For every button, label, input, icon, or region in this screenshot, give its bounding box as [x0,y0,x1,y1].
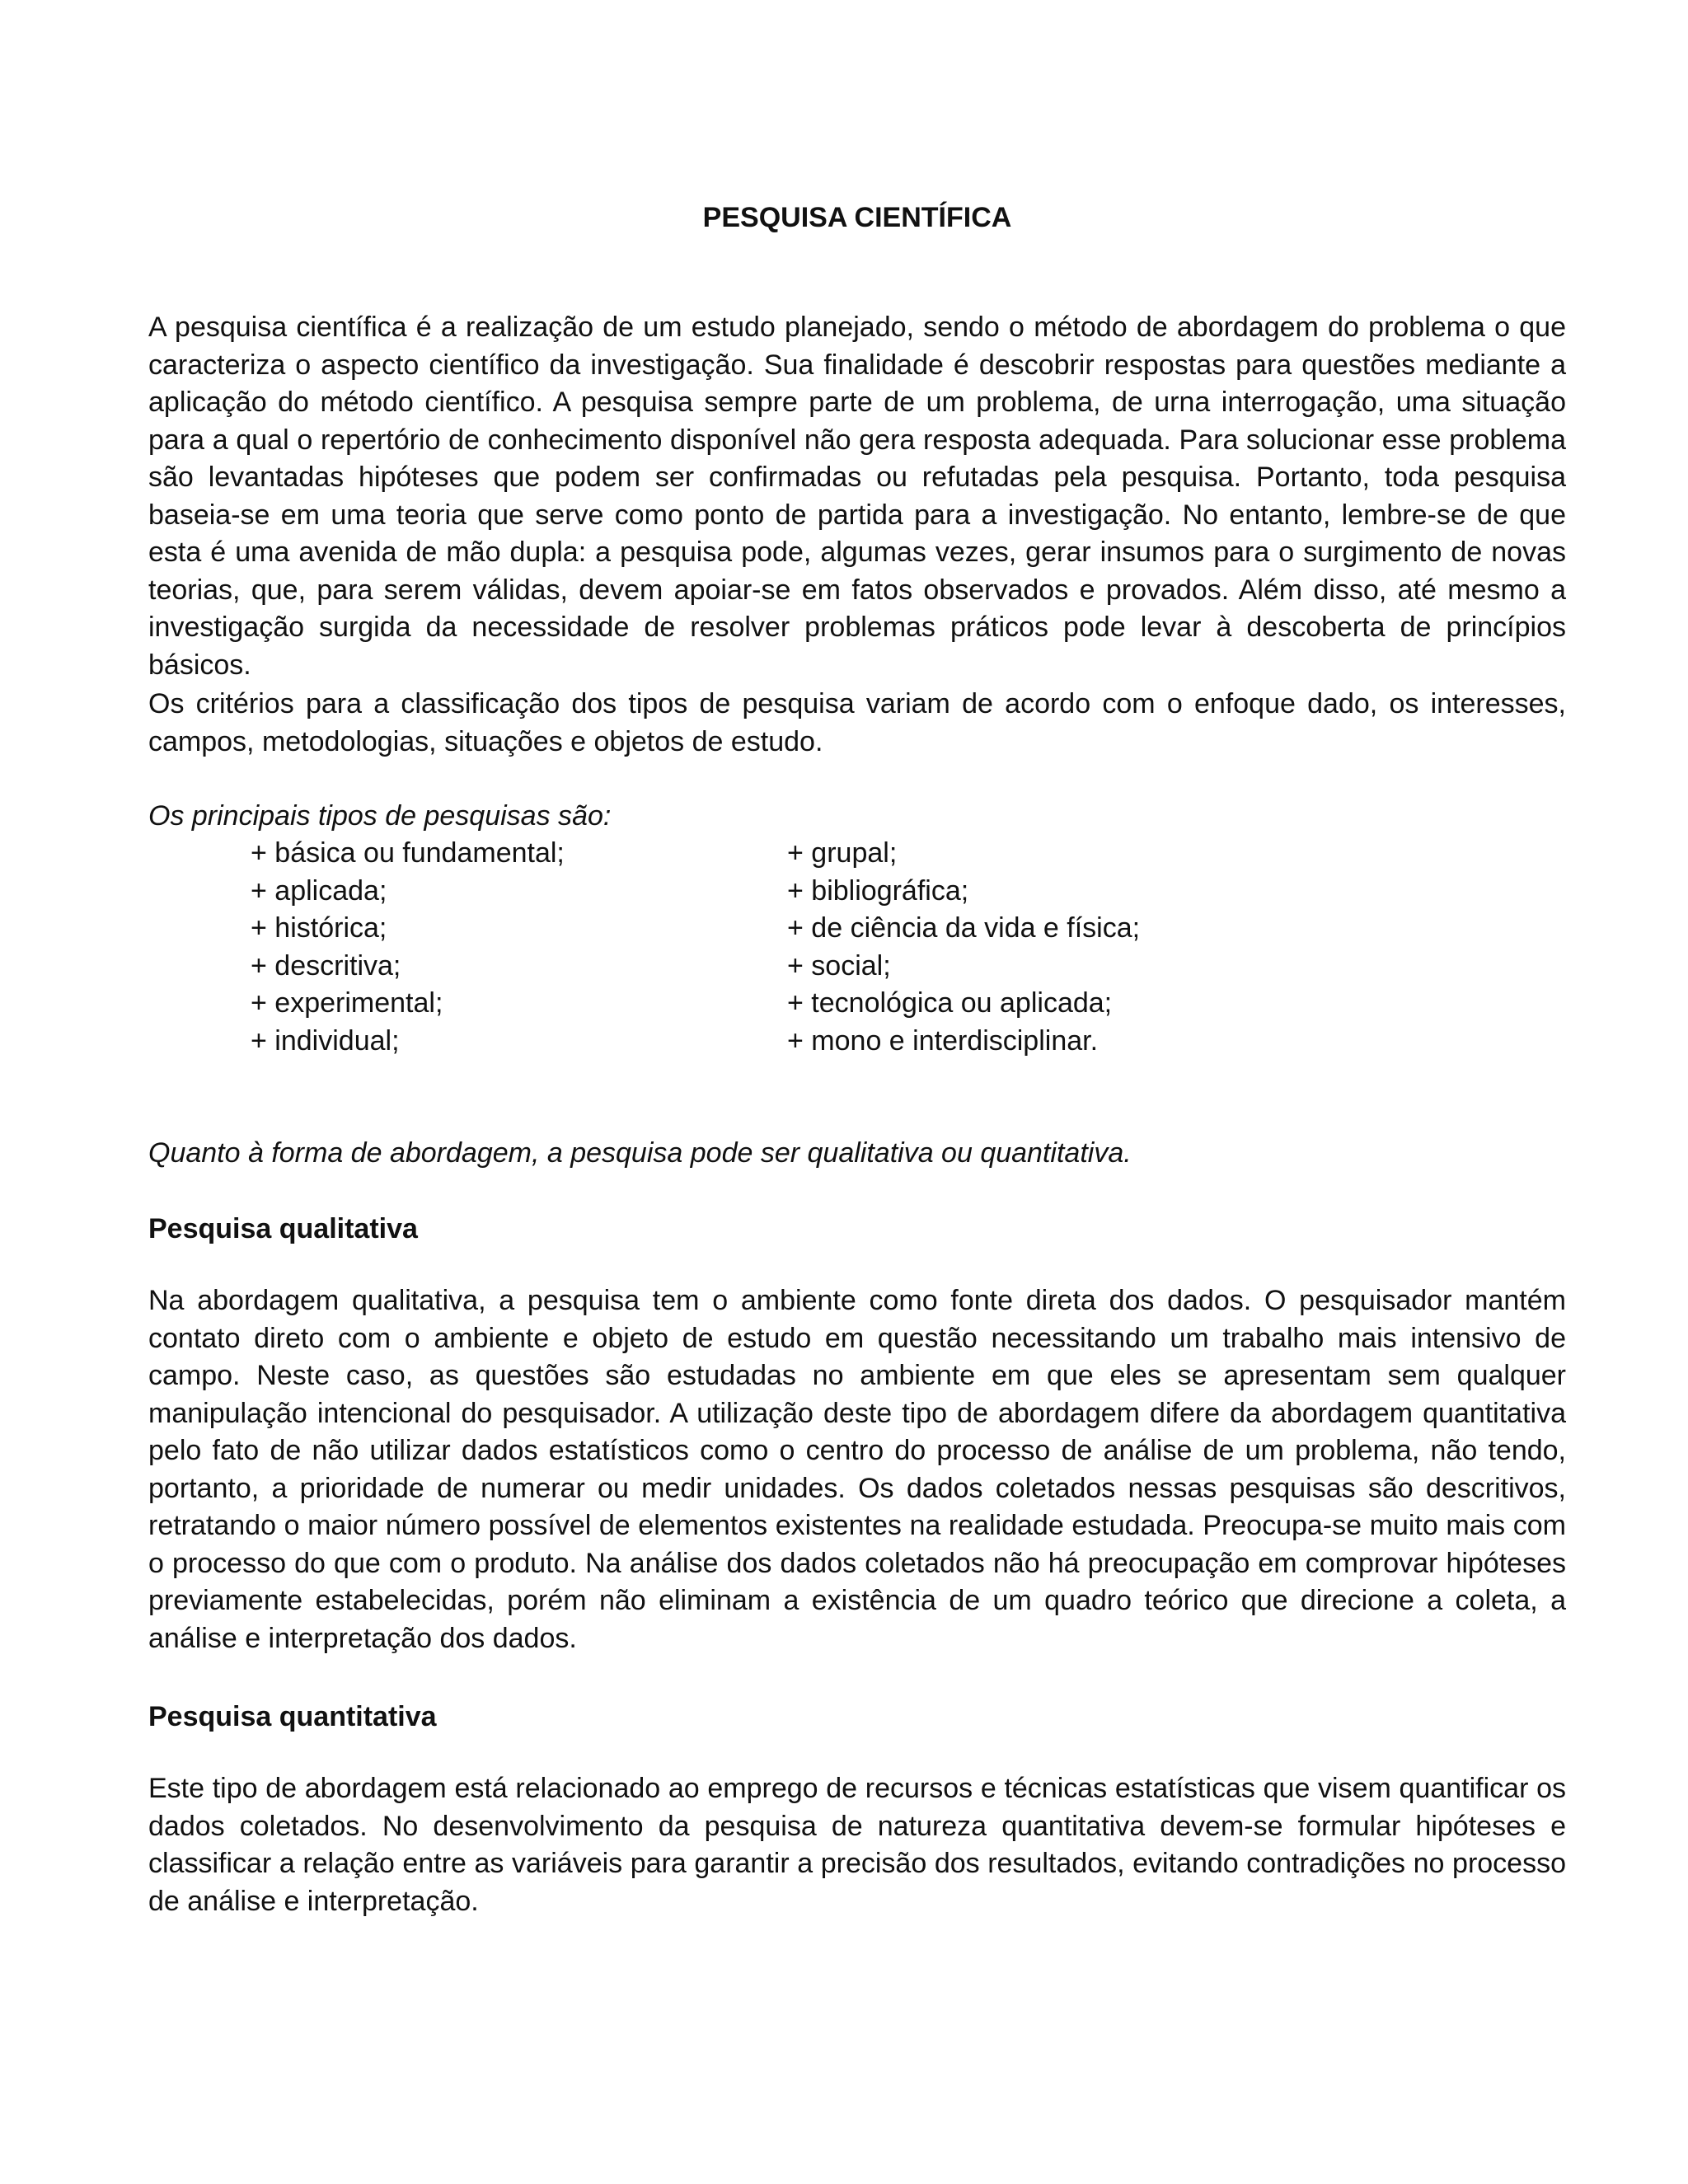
types-list-right [787,835,1140,1060]
list-item: + social; [787,949,891,982]
list-item: + tecnológica ou aplicada; [787,987,1113,1019]
qualitative-heading: Pesquisa qualitativa [148,1213,418,1244]
qualitative-paragraph: Na abordagem qualitativa, a pesquisa tem o ambiente como fonte direta dos dados. O pesquisador mantém contato direto com o ambiente e objeto de estudo em questão necessitando um trabalho mais intensivo de campo. Neste caso, as questões são estudadas no ambiente em que eles se apresentam sem qualquer manipulação intencional do pesquisador. A utilização deste tipo de abordagem difere da abordagem quantitativa pelo fato de não utilizar dados estatísticos como o centro do processo de análise de um problema, não tendo, portanto, a prioridade de numerar ou medir unidades. Os dados coletados nessas pesquisas são descritivos, retratando o maior número possível de elementos existentes na realidade estudada. Preocupa-se muito mais com o processo do que com o produto. Na análise dos dados coletados não há preocupação em comprovar hipóteses previamente estabelecidas, porém não eliminam a existência de um quadro teórico que direcione a coleta, a análise e interpretação dos dados. [148,1285,1566,1654]
list-item: + histórica; [251,912,387,944]
quantitative-paragraph: Este tipo de abordagem está relacionado ao emprego de recursos e técnicas estatísticas que visem quantificar os dados coletados. No desenvolvimento da pesquisa de natureza quantitativa devem-se formular hipóteses e classificar a relação entre as variáveis para garantir a precisão dos resultados, evitando contradições no processo de análise e interpretação. [148,1773,1566,1917]
criteria-paragraph: Os critérios para a classificação dos tipos de pesquisa variam de acordo com o enfoque dado, os interesses, campos, metodologias, situações e objetos de estudo. [148,688,1566,757]
list-item: + mono e interdisciplinar. [787,1024,1099,1057]
list-item: + experimental; [251,987,443,1019]
approach-sentence: Quanto à forma de abordagem, a pesquisa pode ser qualitativa ou quantitativa. [148,1137,1132,1169]
types-list-left [251,835,565,1060]
intro-paragraph: A pesquisa científica é a realização de um estudo planejado, sendo o método de abordagem do problema o que caracteriza o aspecto científico da investigação. Sua finalidade é descobrir respostas para questões mediante a aplicação do método científico. A pesquisa sempre parte de um problema, de urna interrogação, uma situação para a qual o repertório de conhecimento disponível não gera resposta adequada. Para solucionar esse problema são levantadas hipóteses que podem ser confirmadas ou refutadas pela pesquisa. Portanto, toda pesquisa baseia-se em uma teoria que serve como ponto de partida para a investigação. No entanto, lembre-se de que esta é uma avenida de mão dupla: a pesquisa pode, algumas vezes, gerar insumos para o surgimento de novas teorias, que, para serem válidas, devem apoiar-se em fatos observados e provados. Além disso, até mesmo a investigação surgida da necessidade de resolver problemas práticos pode levar à descoberta de princípios básicos. [148,312,1566,681]
list-item: + de ciência da vida e física; [787,912,1141,944]
list-item: + grupal; [787,837,898,869]
types-intro: Os principais tipos de pesquisas são: [148,800,612,832]
list-item: + básica ou fundamental; [251,837,565,869]
document-title: PESQUISA CIENTÍFICA [702,202,1012,233]
list-item: + individual; [251,1024,400,1057]
list-item: + descritiva; [251,949,401,982]
list-item: + aplicada; [251,874,387,907]
quantitative-heading: Pesquisa quantitativa [148,1701,437,1732]
list-item: + bibliográfica; [787,874,969,907]
